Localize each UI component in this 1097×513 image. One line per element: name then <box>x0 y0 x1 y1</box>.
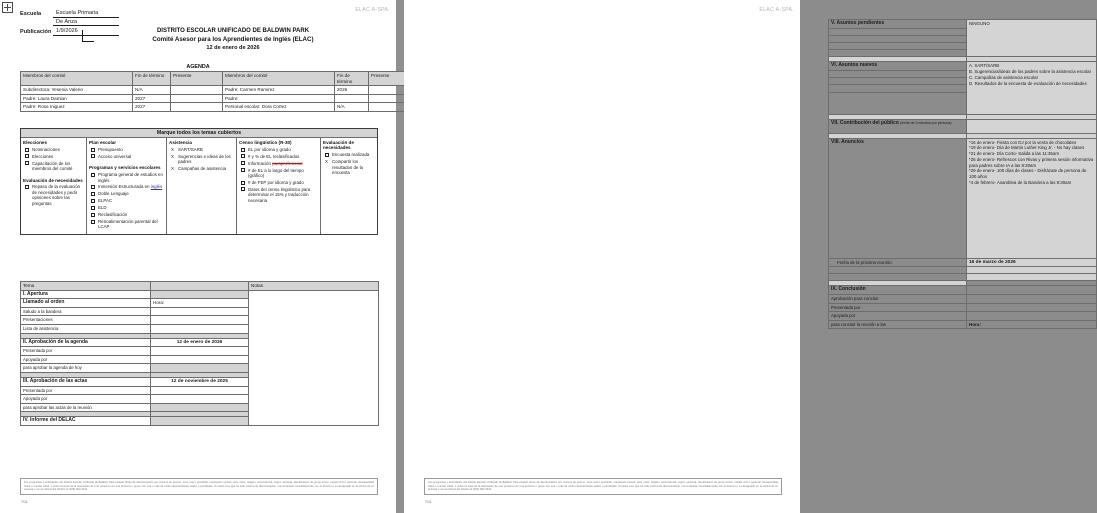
footer-disclaimer: Los programas y actividades del Distrito Escolar Unificado de Baldwin Park estarán libres de discriminación por motivos de género, sexo real o percibido, orientación sexual, raza, color, religión, ascendencia, origen nacional, identificación de grupo étnico, estado civil o parental, discapacidad física o mental, edad, o sobre la base de la asociación de una persona con una persona o grupo con una o más de estas características reales o percibidas. Si usted cree que ha sido víctima de discriminación, comuníquese inmediatamente con el director o su designado en la oficina de su escuela o con la oficina del Distrito al (626) 962-3311. <box>424 478 782 495</box>
topics-group-heading: Plan escolar <box>89 140 117 145</box>
checkbox-icon[interactable] <box>91 154 95 158</box>
agenda-item-label: Apoyada por <box>21 395 151 404</box>
conclusion-row-value[interactable] <box>967 303 1097 312</box>
pending-blank-row[interactable] <box>829 35 967 42</box>
document-title-block <box>88 27 378 53</box>
topics-column-4 <box>237 138 321 234</box>
topic-item-label: ELPAC <box>98 198 113 204</box>
agenda-item-value[interactable] <box>151 347 249 356</box>
checkbox-icon[interactable] <box>91 213 95 217</box>
checkbox-icon[interactable] <box>241 181 245 185</box>
agenda-col-notas: Notas <box>249 282 379 291</box>
topic-item-label: # de EL a lo largo del tiempo (gráfico) <box>248 167 304 179</box>
topic-item[interactable] <box>169 154 234 165</box>
topics-column-3 <box>167 138 237 234</box>
conclusion-row-value[interactable] <box>967 295 1097 304</box>
members-col-1: Fin de término <box>133 72 171 86</box>
conclusion-row-value: Hora: <box>967 320 1097 329</box>
conclusion-title: IX. Conclusión <box>829 286 967 295</box>
topic-item[interactable] <box>23 184 84 206</box>
topics-column-5 <box>321 138 377 234</box>
pending-business-title: V. Asuntos pendientes <box>829 20 967 29</box>
page-right <box>404 0 1094 513</box>
conclusion-value[interactable] <box>967 286 1097 295</box>
member-name: Padre: Carmen Ramirez <box>223 86 335 95</box>
new-business-blank-row[interactable] <box>829 85 967 92</box>
x-mark-icon[interactable]: X <box>325 159 328 165</box>
topic-item[interactable] <box>239 154 318 159</box>
topic-item[interactable] <box>239 147 318 152</box>
footer-disclaimer: Los programas y actividades del Distrito Escolar Unificado de Baldwin Park estarán libres de discriminación por motivos de género, sexo real o percibido, orientación sexual, raza, color, religión, ascendencia, origen nacional, identificación de grupo étnico, estado civil o parental, discapacidad física o mental, edad, o sobre la base de la asociación de una persona con una persona o grupo con una o más de estas características reales o percibidas. Si usted cree que ha sido víctima de discriminación, comuníquese inmediatamente con el director o su designado en la oficina de su escuela o con la oficina del Distrito al (626) 962-3311. <box>20 478 378 495</box>
topic-item-label: Sugerencias e ideas de los padres <box>178 153 231 165</box>
topic-item-label: # de FEP por idioma y grado <box>248 179 304 185</box>
topic-item[interactable] <box>89 184 164 189</box>
topic-item-label: Capacitación de los miembros del comité <box>32 160 73 172</box>
table-row <box>21 94 419 103</box>
topics-panel-title: Marque todos los temas cubiertos <box>21 129 377 138</box>
topic-item-label: Compartir los resultados de la encuesta <box>332 159 363 176</box>
table-row <box>829 20 1097 29</box>
checkbox-icon[interactable] <box>241 187 245 191</box>
publication-value: 1/9/2026 <box>53 28 119 36</box>
topic-item[interactable] <box>239 180 318 185</box>
agenda-item-value[interactable] <box>151 364 249 373</box>
checkbox-icon[interactable] <box>325 153 329 157</box>
agenda-item-label: Presentada por <box>21 347 151 356</box>
new-business-blank-row[interactable] <box>829 92 967 114</box>
announcements-value[interactable]: *16 de enero- Fiesta con DJ por la venta de chocolates *19 de enero- Día de Martin Luther King Jr. - No hay clases *21 de enero- Día Corto- Salida a las 11:35am *26 de enero- Refrescos con Rivas y primera sesión informativa para padres sobre IA a las 8:30am *29 de enero- 100 días de clases - Disfrázate de persona de 100 años *4 de febrero- Asamblea de la Bandera a las 8:30am <box>967 138 1097 258</box>
topic-item-label: Encuesta realizada <box>332 152 370 158</box>
agenda-item-label: Apoyada por <box>21 355 151 364</box>
agenda-item-value[interactable]: Hora: <box>151 299 249 308</box>
topic-item-label: SART/SARB <box>178 146 203 152</box>
topics-column-1 <box>21 138 87 234</box>
topic-item[interactable] <box>89 219 164 230</box>
topics-column-2 <box>87 138 167 234</box>
checkbox-icon[interactable] <box>25 154 29 158</box>
topic-item[interactable] <box>89 205 164 210</box>
members-col-3: Miembros del comité <box>223 72 335 86</box>
crop-marker-icon <box>2 2 13 13</box>
pending-blank-row[interactable] <box>829 28 967 35</box>
agenda-item-label: para aprobar las actas de la reunión <box>21 403 151 412</box>
topic-item-link[interactable]: inglés <box>150 184 163 190</box>
topic-item[interactable] <box>23 147 84 152</box>
member-name: Padre: Laura Damian <box>21 94 133 103</box>
agenda-items-table <box>20 281 379 426</box>
member-term: N/A <box>335 103 369 112</box>
topic-item-label: Inmersión Estructurada en inglés <box>98 184 163 190</box>
page-number: 7/11 <box>425 500 432 504</box>
topic-item-label: Repaso de la evaluación de necesidades y pedir opiniones sobre las preguntas <box>32 184 81 206</box>
agenda-col-tema: Tema <box>21 282 151 291</box>
checkbox-icon[interactable] <box>25 161 29 165</box>
table-row <box>21 103 419 112</box>
member-name: Personal escolar: Dora Cortez <box>223 103 335 112</box>
table-row <box>829 295 1097 304</box>
public-comment-label: VII. Contribución del público <box>831 119 899 126</box>
next-meeting-value[interactable]: 16 de marzo de 2026 <box>967 258 1097 267</box>
agenda-item-label: II. Aprobación de la agenda <box>21 338 151 347</box>
table-row <box>829 320 1097 329</box>
agenda-item-value[interactable] <box>151 307 249 316</box>
new-business-blank-row[interactable] <box>829 78 967 85</box>
page-left <box>0 0 396 513</box>
checkbox-icon[interactable] <box>241 168 245 172</box>
topics-group-heading: Evaluación de necesidades <box>323 140 354 151</box>
members-col-5: Presente <box>369 72 419 86</box>
topic-item-label: Acceso universal <box>98 153 132 159</box>
x-mark-icon[interactable]: X <box>171 146 174 152</box>
topic-item[interactable] <box>239 187 318 203</box>
topics-group-heading: Asistencia <box>169 140 192 145</box>
table-row <box>829 286 1097 295</box>
next-meeting-blank-value[interactable] <box>967 267 1097 274</box>
agenda-item-value[interactable] <box>151 417 249 426</box>
checkbox-icon[interactable] <box>241 161 245 165</box>
district-title: DISTRITO ESCOLAR UNIFICADO DE BALDWIN PARK <box>156 28 310 34</box>
topic-item-struck-text: paraprofesional <box>272 160 303 166</box>
committee-members-table <box>20 71 419 112</box>
topic-item[interactable] <box>323 152 375 157</box>
topic-item[interactable] <box>23 154 84 159</box>
agenda-item-label: Llamado al orden <box>21 299 151 308</box>
table-row <box>829 312 1097 321</box>
members-header-row <box>21 72 419 86</box>
table-row <box>829 138 1097 258</box>
topic-item-label: Campañas de asistencia <box>178 166 227 172</box>
topic-item[interactable] <box>239 168 318 179</box>
member-name: Subdirectora: Yesenia Valerio <box>21 86 133 95</box>
member-term <box>335 94 369 103</box>
conclusion-row-label: para concluir la reunión a las <box>829 320 967 329</box>
topic-item-label: ELD <box>98 205 107 211</box>
topic-item-label: Retroalimentación parental del LCAP <box>98 218 158 230</box>
topics-columns <box>21 138 377 234</box>
table-row <box>829 62 1097 71</box>
agenda-item-label: III. Aprobación de las actas <box>21 377 151 386</box>
agenda-notes-cell[interactable] <box>249 290 379 425</box>
agenda-col-blank <box>151 282 249 291</box>
checkbox-icon[interactable] <box>241 148 245 152</box>
watermark-label: ELAC A-SPA. <box>355 7 390 13</box>
topic-item-label: # y % de EL reclasificados <box>248 153 300 159</box>
publication-label: Publicación <box>20 29 52 35</box>
member-term: N/A <box>133 86 171 95</box>
agenda-item-value[interactable] <box>151 316 249 325</box>
members-col-2: Presente <box>171 72 223 86</box>
checkbox-icon[interactable] <box>91 173 95 177</box>
checkbox-icon[interactable] <box>91 192 95 196</box>
checkbox-icon[interactable] <box>91 185 95 189</box>
x-mark-icon[interactable]: X <box>171 153 174 159</box>
checkbox-icon[interactable] <box>91 148 95 152</box>
agenda-item-label: I. Apertura <box>21 290 151 299</box>
conclusion-row-value[interactable] <box>967 312 1097 321</box>
table-row <box>829 119 1097 133</box>
member-term: 2027 <box>133 94 171 103</box>
table-row <box>829 267 1097 274</box>
pending-blank-row[interactable] <box>829 42 967 49</box>
school-value-line2: De Anza <box>53 19 119 26</box>
school-field-line2 <box>20 19 380 26</box>
next-meeting-blank-row[interactable] <box>829 267 967 274</box>
announcements-title: VIII. Anuncios <box>829 138 967 258</box>
topic-item[interactable] <box>169 147 234 152</box>
agenda-header-row <box>21 282 379 291</box>
topic-item[interactable] <box>23 161 84 172</box>
topic-item[interactable] <box>89 147 164 152</box>
new-business-value[interactable]: A. SART/SARB B. Sugerencias/ideas de los padres sobre la asistencia escolar C. Campañas de asistencia escolar D. Resultados de la encuesta de evaluación de necesidades <box>967 62 1097 114</box>
agenda-item-label: Presentaciones <box>21 316 151 325</box>
table-row <box>829 274 1097 281</box>
checkbox-icon[interactable] <box>241 154 245 158</box>
topic-item-label: Datos del censo lingüístico para determinar el 15% y traducción necesaria <box>248 186 311 203</box>
agenda-item-label: para aprobar la agenda de hoy <box>21 364 151 373</box>
table-row <box>21 86 419 95</box>
member-present[interactable] <box>171 103 223 112</box>
topic-item-label: Nominaciones <box>32 146 60 152</box>
members-col-4: Fin de término <box>335 72 369 86</box>
committee-title: Comité Asesor para los Aprendientes de Inglés (ELAC) <box>152 35 314 43</box>
watermark-label: ELAC A-SPA. <box>759 7 794 13</box>
topic-item-label: EL por idioma y grado <box>248 146 291 152</box>
checkbox-icon[interactable] <box>91 206 95 210</box>
member-present[interactable] <box>171 86 223 95</box>
topic-item[interactable] <box>89 198 164 203</box>
school-label: Escuela <box>20 11 42 17</box>
topic-item[interactable] <box>89 212 164 217</box>
member-present[interactable] <box>171 94 223 103</box>
checkbox-icon[interactable] <box>25 148 29 152</box>
agenda-item-label: IV. Informe del DELAC <box>21 417 151 426</box>
member-term: 2026 <box>335 86 369 95</box>
topics-group-heading: Programas y servicios escolares <box>89 165 161 171</box>
checkbox-icon[interactable] <box>91 220 95 224</box>
new-business-blank-row[interactable] <box>829 70 967 77</box>
agenda-item-value[interactable] <box>151 355 249 364</box>
topic-item-label: Información paraprofesional <box>248 160 303 166</box>
topic-item-label: Presupuesto <box>98 146 123 152</box>
school-value: Escuela Primaria <box>53 10 119 18</box>
right-agenda-table <box>828 19 1097 329</box>
agenda-item-value[interactable]: 12 de enero de 2026 <box>151 338 249 347</box>
topic-item-label: Programa general de estudios en inglés <box>98 172 163 183</box>
meeting-date: 12 de enero de 2026 <box>206 45 260 51</box>
table-row <box>21 290 379 299</box>
member-name: Padre: <box>223 94 335 103</box>
agenda-item-value[interactable] <box>151 290 249 299</box>
table-row <box>829 303 1097 312</box>
topic-item[interactable] <box>169 166 234 171</box>
school-field <box>20 10 380 18</box>
pending-blank-row[interactable] <box>829 50 967 57</box>
agenda-item-label: Lista de asistencia <box>21 324 151 333</box>
checkbox-icon[interactable] <box>25 185 29 189</box>
agenda-heading: AGENDA <box>186 64 210 70</box>
topic-item[interactable] <box>323 159 375 175</box>
member-name: Padre: Rosa Iniguez <box>21 103 133 112</box>
conclusion-row-label: Apoyada por <box>829 312 967 321</box>
agenda-item-value[interactable] <box>151 395 249 404</box>
members-col-0: Miembros del comité <box>21 72 133 86</box>
topics-group-heading: Evaluación de necesidades <box>23 177 83 183</box>
agenda-item-value[interactable] <box>151 324 249 333</box>
page-number: 7/11 <box>21 500 28 504</box>
agenda-item-value[interactable] <box>151 403 249 412</box>
pending-business-value[interactable]: NINGUNO <box>967 20 1097 57</box>
topics-group-heading: Elecciones <box>23 140 48 145</box>
agenda-item-label: Saludo a la bandera <box>21 307 151 316</box>
topic-item-label: Reclasificación <box>98 212 128 218</box>
new-business-title: VI. Asuntos nuevos <box>829 62 967 71</box>
topic-item-label: Elecciones <box>32 153 54 159</box>
table-row <box>829 258 1097 267</box>
topic-item[interactable] <box>89 154 164 159</box>
topics-group-heading: Censo lingüístico (R-30) <box>239 140 292 145</box>
member-term: 2027 <box>133 103 171 112</box>
public-comment-title <box>829 119 967 133</box>
conclusion-row-label: Presentada por <box>829 303 967 312</box>
conclusion-row-label: Aprobación para concluir <box>829 295 967 304</box>
agenda-item-value[interactable] <box>151 386 249 395</box>
x-mark-icon[interactable]: X <box>171 166 174 172</box>
public-comment-note: (límite de 3 minutos por persona) <box>900 120 952 125</box>
topic-item-label: Doble Lenguaje <box>98 191 129 197</box>
next-meeting-label: Fecha de la próxima reunión: <box>829 258 967 267</box>
checkbox-icon[interactable] <box>91 199 95 203</box>
next-meeting-blank-value[interactable] <box>967 274 1097 281</box>
agenda-item-value[interactable]: 12 de noviembre de 2025 <box>151 377 249 386</box>
topics-covered-panel <box>20 128 378 235</box>
next-meeting-blank-row[interactable] <box>829 274 967 281</box>
topic-item[interactable] <box>239 161 318 166</box>
agenda-item-label: Presentada por <box>21 386 151 395</box>
public-comment-value[interactable] <box>967 119 1097 133</box>
topic-item[interactable] <box>89 191 164 196</box>
topic-item[interactable] <box>89 172 164 183</box>
